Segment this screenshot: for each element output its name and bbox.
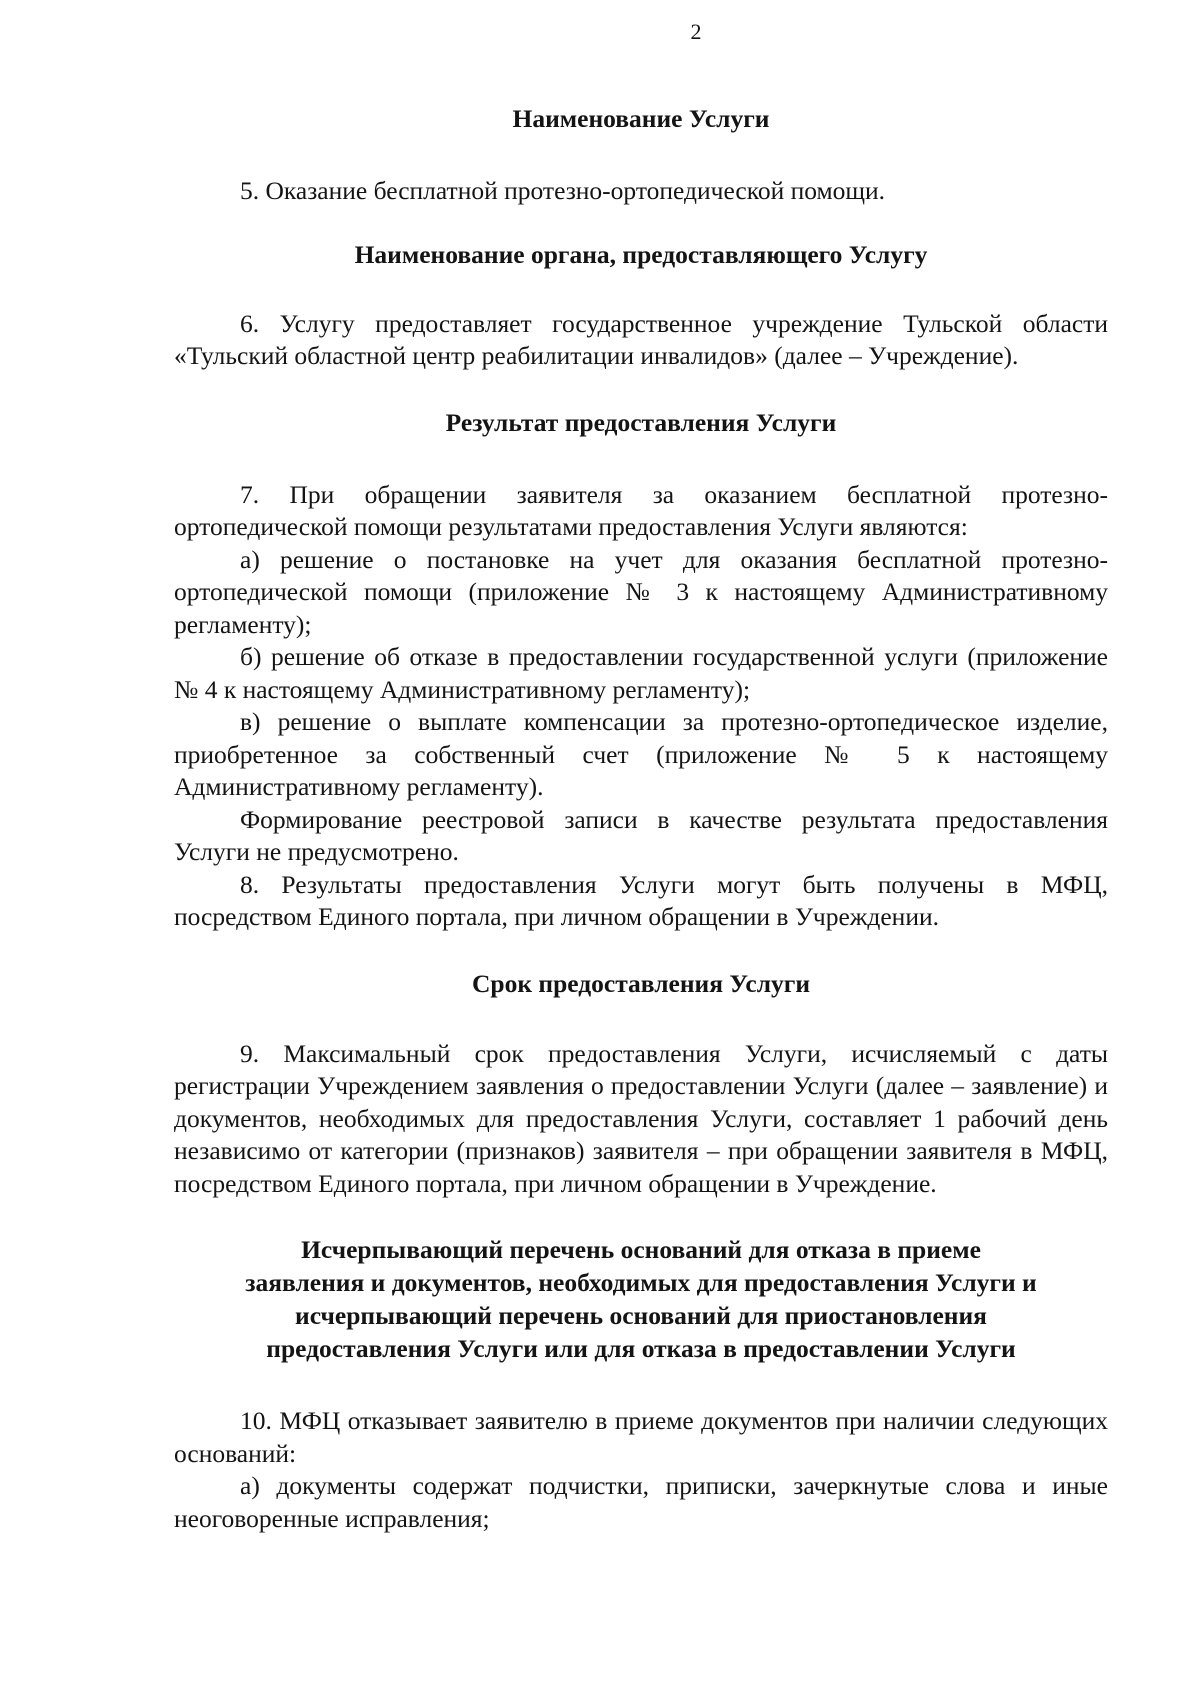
- paragraph-7: 7. При обращении заявителя за оказанием бесплатной протезно-ортопедической помощи результатами предоставления Услуги являются:: [174, 479, 1108, 541]
- section-heading-result: Результат предоставления Услуги: [445, 407, 837, 437]
- paragraph-10: 10. МФЦ отказывает заявителю в приеме документов при наличии следующих оснований:: [174, 1406, 1108, 1468]
- heading-line: предоставления Услуги или для отказа в предоставлении Услуги: [266, 1334, 1016, 1363]
- paragraph-7b: б) решение об отказе в предоставлении государственной услуги (приложение № 4 к настоящему Административному регламенту);: [174, 642, 1108, 704]
- paragraph-8: 8. Результаты предоставления Услуги могут быть получены в МФЦ, посредством Единого портала, при личном обращении в Учреждении.: [174, 869, 1108, 931]
- section-heading-service-name: Наименование Услуги: [512, 104, 770, 133]
- section-heading-refusal-grounds: [174, 1233, 1108, 1365]
- heading-line: Исчерпывающий перечень оснований для отказа в приеме: [301, 1235, 981, 1264]
- section-heading-term: Срок предоставления Услуги: [471, 968, 811, 998]
- paragraph-9: 9. Максимальный срок предоставления Услуги, исчисляемый с даты регистрации Учреждением заявления о предоставлении Услуги (далее – заявление) и документов, необходимых для предоставления Услуги, составляет 1 рабочий день независимо от категории (признаков) заявителя – при обращении заявителя в МФЦ, посредством Единого портала, при личном обращении в Учреждение.: [174, 1038, 1108, 1198]
- section-heading-provider: Наименование органа, предоставляющего Услугу: [354, 239, 928, 269]
- paragraph-6: 6. Услугу предоставляет государственное учреждение Тульской области «Тульский областной центр реабилитации инвалидов» (далее – Учреждение).: [174, 308, 1108, 370]
- paragraph-5: 5. Оказание бесплатной протезно-ортопедической помощи.: [240, 176, 886, 205]
- paragraph-registry: Формирование реестровой записи в качестве результата предоставления Услуги не предусмотрено.: [174, 804, 1108, 866]
- heading-line: исчерпывающий перечень оснований для приостановления: [295, 1301, 987, 1330]
- page-number: 2: [690, 19, 702, 44]
- paragraph-7a: а) решение о постановке на учет для оказания бесплатной протезно-ортопедической помощи (приложение № 3 к настоящему Административному регламенту);: [174, 544, 1108, 639]
- heading-line: заявления и документов, необходимых для предоставления Услуги и: [245, 1268, 1037, 1297]
- paragraph-7c: в) решение о выплате компенсации за протезно-ортопедическое изделие, приобретенное за собственный счет (приложение № 5 к настоящему Административному регламенту).: [174, 707, 1108, 801]
- paragraph-10a: а) документы содержат подчистки, приписки, зачеркнутые слова и иные неоговоренные исправления;: [174, 1471, 1108, 1533]
